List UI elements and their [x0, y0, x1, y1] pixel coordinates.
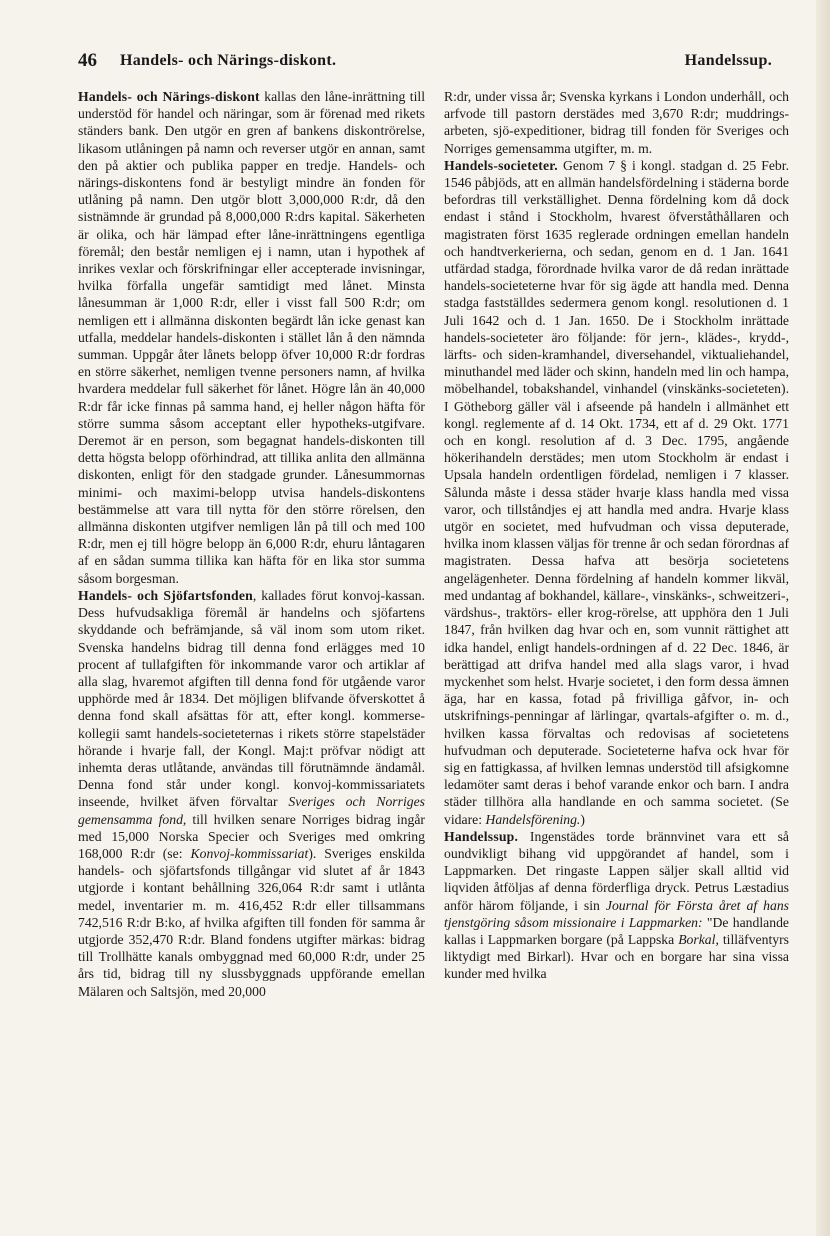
entry-text: "De handlande kallas i Lappmarken borgare (på Lappska: [444, 914, 790, 947]
entry-text: ): [580, 811, 585, 827]
entry-italic: Sveriges och Norriges gemensamma fond,: [78, 794, 425, 827]
entry-text: kallas den låne-inrättning till understöd för handel och näringar, som är förenad med rikets ständers bank. Den utgör en gren af bankens diskontrörelse, likasom utlåningen på namn och reverser utgör en annan, samt den på aktier och publika papper en tredje. Handels- och närings-diskontens fond är bestyligt mindre än fonden för utlåning på namn. Den utgör blott 3,000,000 R:dr, då den sistnämnde är grundad på 8,000,000 R:drs kapital. Säkerheten är olika, och här lämpad efter låne-inrättningens egentliga föremål; den består nemligen ej i namn, utan i hypothek af inrikes vexlar och förskrifningar eller accepterade invisningar, hvilka förfalla ungefär samtidigt med lånet. Minsta lånesumman är 1,000 R:dr, eller i visst fall 500 R:dr; om nemligen ett i allmänna diskonten begärdt lån icke genast kan utfalla, meddelar handels-diskonten i stället lån å den nämnda summan. Uppgår åter lånets belopp öfver 10,000 R:dr fordras en större säkerhet, nemligen tvenne personers namn, af hvilka hvardera meddelar full säkerhet för lånet. Högre lån än 40,000 R:dr får icke finnas på samma hand, ej heller någon häfta för större summa såsom acceptant eller hypotheks-utgifvare. Deremot är en person, som begagnat handels-diskonten till detta högsta belopp oförhindrad, att tillika anlita den allmänna diskonten, enligt för den stadgade grunder. Lånesummornas minimi- och maximi-belopp utvisa handels-diskontens bestämmelse att vara till nytta för den större rörelsen, den allmänna diskonten utgifver nemligen lån på till och med 100 R:dr, men ej till högre belopp än 6,000 R:dr, ehuru låntagaren af en sådan summa tillika kan häfta för en lika stor summa såsom borgesman.: [78, 89, 425, 586]
entry-handels-diskont: [78, 88, 425, 587]
entry-continuation: R:dr, under vissa år; Svenska kyrkans i London underhåll, och arfvode till pastorn derstädes med 3,670 R:dr; muddrings-arbeten, sjö-expeditioner, bidrag till fonden för Sveriges och Norriges gemensamma utgifter, m. m.: [444, 89, 789, 156]
entry-text: Ingenstädes torde brännvinet vara ett så oundvikligt bihang vid uppgörandet af handel, som i Lappmarken. Det ringaste Lappen säljer skall alltid vid liqviden åtföljas af denna förderfliga dryck. Petrus Læstadius anför härom följande, i sin: [444, 828, 789, 913]
entry-italic: Borkal,: [678, 931, 719, 947]
right-column: [444, 88, 789, 983]
entry-handels-societeter: [444, 157, 789, 828]
entry-handelssup: [444, 828, 789, 983]
entry-headword: Handelssup.: [444, 828, 519, 844]
entry-text: till hvilken senare Norriges bidrag ingår med 15,000 Norska Specier och Sveriges med omkring 168,000 R:dr (se:: [78, 811, 425, 861]
entry-headword: Handels- och Närings-diskont: [78, 89, 260, 104]
entry-text: Genom 7 § i kongl. stadgan d. 25 Febr. 1546 påbjöds, att en allmän handelsfördelning i städerna borde befordras till verkställighet. Denna fördelning kom då dock endast i stånd i Stockholm, hvarest öfverståthållaren och magistraten först 1635 reglerade ordningen emellan handeln och handtverkerierna, och sedan, genom en d. 1 Jan. 1641 utfärdad stadga, förordnade hvilka varor de då redan inrättade handels-societeterne hvar för sig ägde att handla med. Denna stadga fastställdes sedermera genom kongl. resolutionen d. 1 Juli 1642 och d. 1 Jan. 1650. De i Stockholm inrättade handels-societeter äro följande: för jern-, klädes-, krydd-, lärfts- och siden-kramhandel, diversehandel, viktualiehandel, minuthandel med läder och skinn, handeln med lin och hampa, möbelhandel, tobakshandel, vinhandel (vinskänks-societeten). I Götheborg gäller väl i afseende på handeln i allmänhet ett kongl. reglemente af d. 14 Okt. 1734, ett af d. 29 Okt. 1771 och en kongl. resolution af d. 3 Dec. 1795, angående hökerihandeln derstädes; men utom Stockholm är endast i Upsala handeln ordentligen fördelad, nemligen i 7 klasser. Sålunda måste i dessa städer hvarje klass handla med vissa varor, och tillståndjes ej att handla med andra. Hvarje klass utgör en societet, med hufvudman och vissa deputerade, hvilka inom klassen väljas för trenne år och sedan förordnas af magistraten. Dessa hafva att besörja societetens angelägenheter. Denna fördelning af handeln kommer likväl, med undantag af bokhandel, källare-, vinskänks-, schweitzeri-, värdshus-, traktörs- eller krog-rörelse, att upphöra den 1 Juli 1847, från hvilken dag hvar och en, som vunnit rättighet att idka handel, enligt handels-ordningen af d. 22 Dec. 1846, är berättigad att drifva handel med alla slags varor, i hvad myckenhet som helst. Hvarje societet, i den form dessa ämnen äga, har en kassa, fotad på frivilliga gåfvor, in- och utskrifnings-penningar af lärlingar, qvartals-afgifter o. m. d., hvilken kassa förvaltas och redovisas af societetens hufvudman och deputerade. Societeterne hafva ock hvar för sig en fattigkassa, af hvilken lemnas understöd till afsigkomne ledamöter samt deras i behof varande enkor och barn. I andra städer tillhöra alla handlande en och samma societet. (Se vidare:: [444, 157, 789, 827]
entry-text: ). Sveriges enskilda handels- och sjöfartsfonds tillgångar vid slutet af år 1843 utgjorde i kontant behållning 326,064 R:dr samt i utlånta medel, inventarier m. m. 416,452 R:dr eller tillsammans 742,516 R:dr B:ko, af hvilka afgiften till fonden för samma år utgjorde 352,470 R:dr. Bland fondens utgifter märkas: bidrag till Trollhätte kanals ombyggnad med 60,000 R:dr, under 25 års tid, bidrag till ny slussbyggnads uppförande emellan Mälaren och Saltsjön, med 20,000: [78, 845, 425, 999]
page-edge: [816, 0, 830, 1236]
running-head-left: Handels- och Närings-diskont.: [120, 52, 337, 69]
entry-cross-reference: Konvoj-kommissariat: [190, 845, 309, 861]
entry-headword: Handels- och Sjöfartsfonden: [78, 587, 253, 603]
left-column: [78, 88, 425, 1000]
entry-text: tilläfventyrs liktydigt med Birkarl). Hvar och en borgare har sina vissa kunder med hvilka: [444, 931, 789, 982]
entry-italic: Journal för Första året af hans tjenstgöring såsom missionaire i Lappmarken:: [444, 897, 789, 930]
running-head-right: Handelssup.: [684, 52, 772, 69]
entry-text: , kallades förut konvoj-kassan. Dess hufvudsakliga föremål är handelns och sjöfartens skyddande och befrämjande, så väl inom som utom riket. Svenska handelns bidrag till denna fond erlägges med 10 procent af tullafgiften för inkommande varor och artiklar af alla slag, hvaremot afgiften till denna fond för utgående varor upphörde med år 1834. Det möjligen blifvande öfverskottet å denna fond skall afsättas för att, efter kongl. kommerse-kollegii samt handels-societeternas i rikets större stapelstäder hörande i hvarje fall, der Kongl. Maj:t pröfvar nödigt att inhemta deras utlåtande, användas till förutnämnde ändamål. Denna fond står under kongl. konvoj-kommissariatets inseende, hvilket äfven förvaltar: [78, 587, 425, 810]
page-number: 46: [78, 50, 97, 71]
page-header: [72, 50, 772, 76]
entry-headword: Handels-societeter.: [444, 157, 558, 173]
entry-cross-reference: Handelsförening.: [485, 811, 581, 827]
entry-sjofartsfonden: [78, 587, 425, 1000]
